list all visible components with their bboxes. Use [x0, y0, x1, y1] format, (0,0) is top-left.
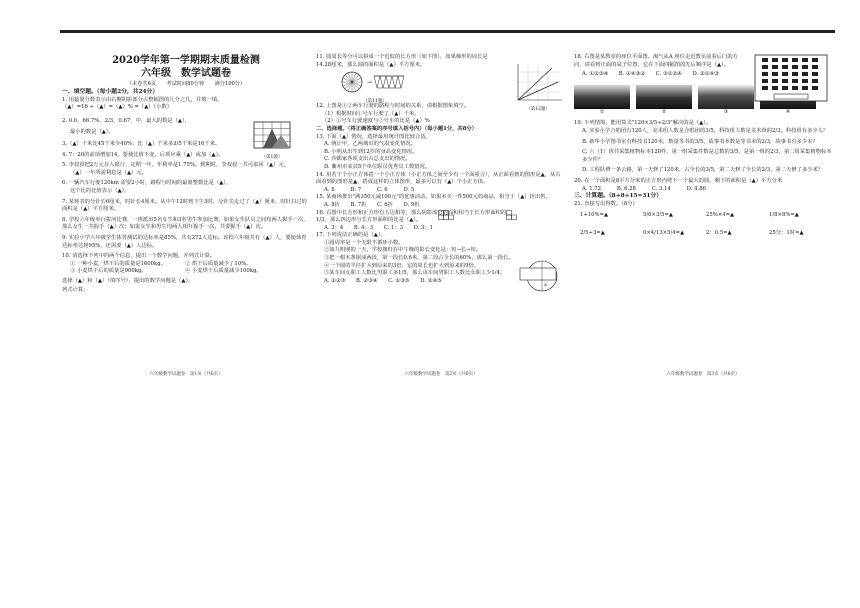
q14-options: A. 8 B. 7 C. 6 D. 5 — [324, 186, 415, 193]
question-7: 7. 某钟表的分针长6厘米，时针长4厘米。从中午12时到下午3时，分针尖走过了（▲）厘米，时针扫过的面积是（▲）平方厘米。 — [62, 198, 307, 213]
question-12-b: （2）①号车行驶速度与②号车的比是（▲）% — [322, 118, 430, 125]
question-1: 1. 用最简分数表示由右侧阴影部分占整幅图的几分之几，并填一填。 — [62, 96, 223, 103]
calc-item: 0×4/13×5/4=▲ — [643, 229, 685, 236]
page-3-column — [574, 40, 832, 378]
calc-item: 2：0.5=▲ — [706, 229, 732, 236]
page-1-footer: 六年级数学试题卷 第1页（共6页） — [149, 372, 223, 377]
q17-statement-5: ⑤某车间女职工人数比男职工多1/5，那么该车间男职工人数比女职工少1/4。 — [324, 270, 506, 277]
q17-statement-4: ④一个圆的半径扩大到原来的3倍，它的周长也扩大到原来的9倍。 — [324, 262, 480, 269]
q17-options: A. ①②③ B. ②③④ C. ①③⑤ D. ②④⑤ — [324, 277, 442, 284]
q13-option-d: D. 衢州市某县5个单位职员优秀员工数情况。 — [324, 163, 431, 170]
q18-photo-3-label: ③ — [723, 108, 729, 115]
page-1-column — [62, 40, 310, 378]
question-11: 11. 圆周长等分可以拼成一个近似的长方形（如下图），如果梯形的周长是14.28厘米，那么圆的面积是（▲）平方厘米。 — [316, 54, 488, 68]
question-14: 14. 用若干个小正方体搭一个小正方体（小正方体之间至少有一个面重合），从正面看到的图形是▲，从右面看到的图形是▲，搭成这样的立体图形，最多可以有（▲）个小正方体。 — [316, 171, 561, 186]
q17-statement-2: ②如九明刚的一天，学校旗杆在中午晚的影长变化是：短→长→短。 — [324, 247, 482, 254]
q18-photo-2 — [636, 85, 692, 117]
calc-item: 5/6×3/5=▲ — [643, 212, 673, 219]
q18-photo-1 — [574, 85, 630, 117]
q18-photo-4-label: ④ — [785, 108, 791, 115]
q11-figure — [340, 70, 410, 106]
q20-options: A. 1.72 B. 6.28 C. 3.14 D. 4.86 — [582, 185, 706, 192]
svg-text:→: → — [367, 79, 373, 86]
question-1-blank: （▲）=16 ÷（▲）=（▲）% =（▲）（小数） — [62, 104, 173, 111]
q18-seating-plan — [754, 54, 828, 104]
q1-figure-label: （第1题） — [261, 155, 283, 160]
exam-title: 2020学年第一学期期末质量检测 — [112, 55, 260, 66]
question-5-b: （▲）一年所需利息是（▲）元。 — [70, 169, 148, 176]
question-15: 15. 某商场推出"满350元减100元"的优惠活动。如果本买一件500元的商品，相当于（▲）折出售。 — [316, 194, 551, 201]
scan-border — [60, 30, 835, 33]
question-4: 4. 7：20的前项增加14，要使比值不变，后项应乘（▲）或加（▲）。 — [62, 151, 224, 158]
calc-grid — [580, 212, 832, 237]
q18-photo-3 — [698, 85, 754, 117]
question-13: 13. 下面（▲）情况，选择最用统计图比较合适。 — [316, 133, 431, 140]
q10-option-4: ④ 小麦烘干后质量减少100kg。 — [185, 268, 262, 275]
q1-figure — [252, 120, 292, 162]
svg-text:A: A — [544, 282, 547, 287]
calc-item: 1+10%=▲ — [580, 212, 609, 219]
q16-options: A. 3：4 B. 4：3 C. 1：3 D. 3：1 — [324, 224, 434, 231]
calc-item: 1/8×8%=▲ — [769, 212, 799, 219]
q13-option-c: C. 沙都家各项支出占总支出的情况。 — [324, 156, 411, 163]
q18-options: A. ①②③④ B. ①④③② C. ③①②④ D. ②①④③ — [582, 71, 719, 78]
question-18: 18. 右图是某教室的座位平面图。淘气从A 座位走近教室前看后门的方向，请看到正面的桌子位置，它在下面四幅图的先后顺序是（▲）。 — [574, 54, 738, 68]
q18-photo-2-label: ② — [661, 108, 667, 115]
q16-figure — [516, 258, 560, 294]
page-2-footer: 六年级数学试题卷 第2页（共6页） — [404, 372, 478, 377]
q17-statement-1: ①圆周率是一个无限不循环小数。 — [324, 239, 404, 246]
q11-figure-label: （第11题） — [363, 99, 387, 104]
section-choice: 二、选择题。（将正确答案的序号填入括号内）（每小题1分，共8分） — [316, 125, 477, 132]
question-12-a: （1）根据时间①号车行驶了（▲）千米。 — [322, 110, 420, 117]
section-calculation: 三、计算题。（8+8+15=31分） — [574, 193, 663, 200]
question-10-calc: 列式计算： — [62, 287, 89, 294]
section-fill-blank: 一、填空题。（每小题2分，共24分） — [62, 89, 159, 95]
q15-options: A. 8折 B. 7折 C. 6折 D. 9折 — [324, 201, 420, 208]
question-5: 5. 李叔叔把2万元存入银行，定期一年，年利率是1.75%。到期时，李叔叔一共可取回（▲）元， — [62, 162, 289, 169]
question-10-options-2 — [62, 268, 310, 276]
exam-sheet — [62, 40, 834, 380]
page-2-column — [316, 40, 566, 378]
q19-option-d: D. 工程队修一条公路，第一天修了120米，占全长的3/5，第二天修了全长的2/3，第二天修了多少米？ — [582, 167, 824, 174]
question-21: 21. 直接写出得数。（8分） — [574, 200, 638, 207]
question-2-b: 最小的数是（▲）。 — [70, 129, 114, 136]
exam-subtitle: 六年级 数学试题卷 — [141, 68, 231, 79]
q10-option-3: ③ 小麦烘干后的质量是900kg。 — [70, 268, 147, 275]
question-12: 12. 上图是①②两车行驶的路程与时间的关系，请根据图象填空。 — [316, 103, 470, 110]
q13-option-a: A. 统计甲、乙两城市的气温变化情况。 — [324, 141, 416, 148]
calc-item: 25%×4=▲ — [706, 212, 735, 219]
q12-figure — [512, 62, 564, 114]
q10-option-2: ② 烘干后质量减少了10%。 — [185, 260, 252, 267]
question-3: 3.（▲）千米比45千米少40%；比（▲）千米多3/5千米是16千米。 — [62, 140, 221, 147]
question-6: 6. 一辆汽车行驶120km 需要2小时，路程与时间的最简整数比是（▲）， — [62, 180, 232, 187]
question-6-b: 这个比的比值表示（▲）。 — [70, 187, 130, 194]
question-8: 8. 学校六年级举行拔河比赛，一班派出5名女生和3名男生参加比赛。如果女生队员之间均两人握手一次，那么女生一共握手（▲）次；如果女生和男生均两人相互握手一次，共要握手（▲）次。 — [62, 216, 309, 231]
calc-item: 25分：1时=▲ — [769, 229, 804, 236]
page-3-footer: 六年级数学试题卷 第3页（共6页） — [666, 372, 740, 377]
q10-option-1: ① 一种小麦，烘干后的质量是1600kg。 — [70, 260, 166, 267]
q18-photo-1-label: ① — [599, 108, 605, 115]
q14-front-view — [438, 210, 454, 220]
question-9: 9. 实验小学六年级学生体育测试的达标率是85%，共有272人达标。该校六年级共有（▲）人，要使体育达标率达到95%，还需要（▲）人达标。 — [62, 234, 307, 249]
exam-meta: （本卷共6页 考试时间80分钟 满分100分） — [126, 81, 246, 87]
question-10-choice: 选择（▲）和（▲）（填序号），提出的数学问题是（▲）。 — [62, 277, 194, 284]
question-16: 16. 右图中长方形和正方形有五边相等，那么阴影部分的面积相当于长方形面积的1/3，那么四边形与长方形面积的比是（▲）。 — [316, 209, 507, 224]
q19-option-c: C. 六（1）班共采集植物标本120件，第一组采集件数是总数的3/5，是第一组的2/3，第二组采集植物标本多少件？ — [582, 149, 832, 163]
q19-option-b: B. 新华小学图书室有科技书120本，数量等书的3/5，故事书本数是等书本的2/3，故事书有多少本？ — [582, 138, 818, 145]
calc-item: 2/5÷3=▲ — [580, 229, 605, 236]
q17-statement-3: ③把一根木条锯成两段，第一段长0.6米，第二段占全长的60%，那么第一段长。 — [324, 255, 514, 262]
q14-right-view — [506, 210, 518, 220]
question-20: 20. 在一个面积是8平方分米的正方形内剪下一个最大的圆，剩下的面积是（▲）平方分米 — [574, 177, 783, 184]
question-19: 19. 下列情境，能用算式"120×3/5÷2/3"解决的是（▲）。 — [574, 120, 712, 127]
question-17: 17. 下列说法正确的是（▲）。 — [316, 232, 386, 239]
q13-option-b: B. 小明从出生到12岁的身高变化情况。 — [324, 148, 418, 155]
q12-figure-label: （第12题） — [526, 107, 550, 112]
question-10: 10. 请选择下列中的两个信息，提出一个数学问题，并列式计算。 — [62, 253, 216, 260]
q19-option-a: A. 实验小学合唱团有120人，美术组人数是合唱团的3/5，科技组人数是美术组的2/3，科技组有多少人？ — [582, 127, 829, 134]
question-2: 2. 0.6，66.7%，2/3，0.67，中，最大的数是（▲）， — [62, 117, 190, 124]
